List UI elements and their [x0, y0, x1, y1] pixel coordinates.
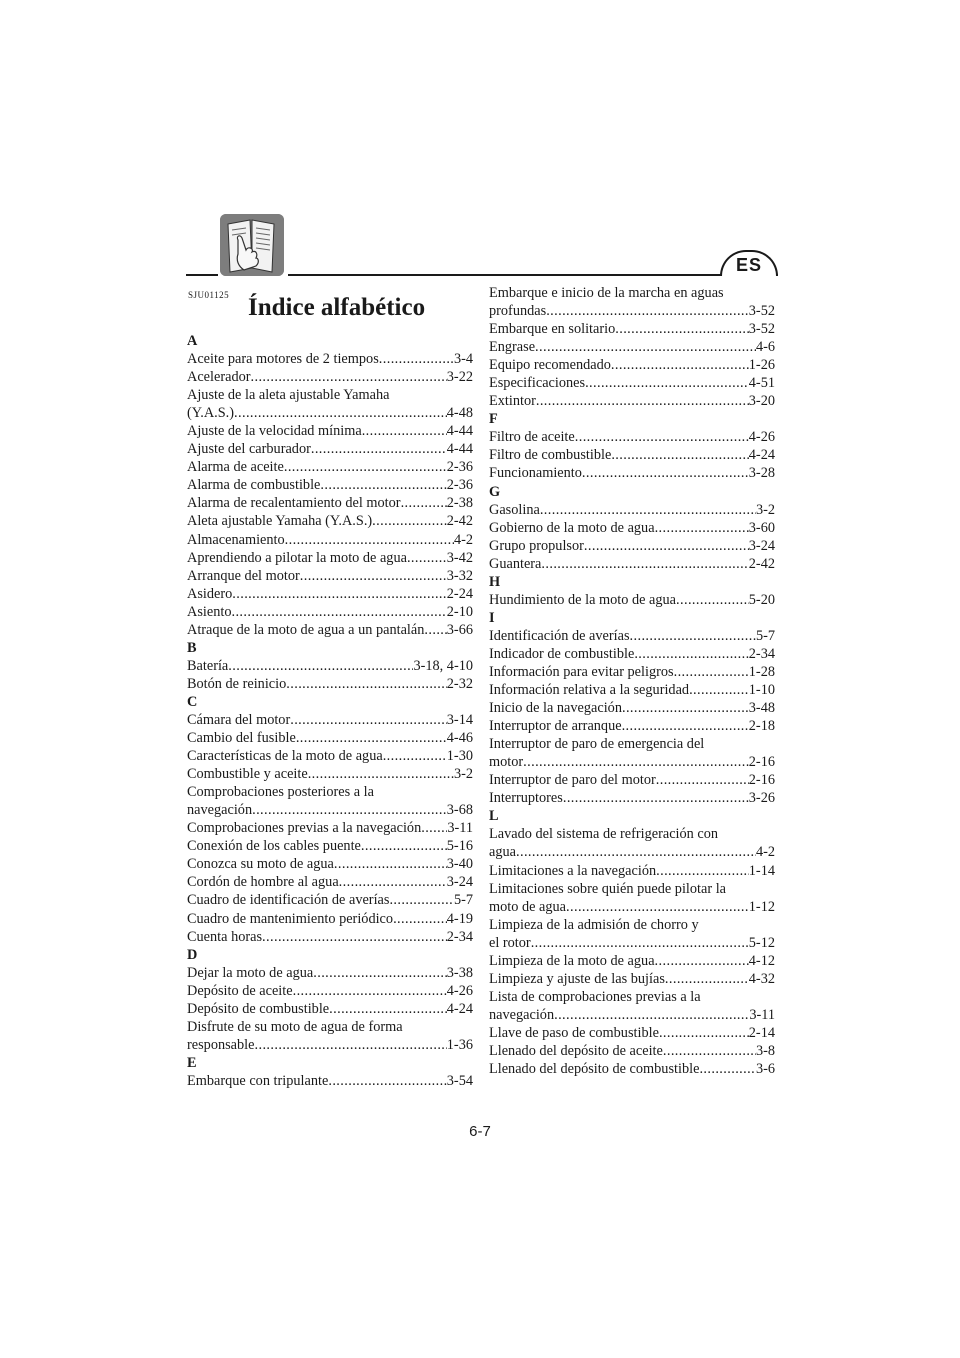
- index-entry-term: Guantera: [489, 555, 542, 572]
- index-entry: [187, 765, 473, 783]
- index-entry-page[interactable]: 3-22: [446, 369, 473, 386]
- index-entry-term: Aprendiendo a pilotar la moto de agua: [187, 549, 407, 566]
- dot-leader: [546, 302, 749, 320]
- dot-leader: [674, 663, 749, 681]
- index-entry-term: Almacenamiento: [187, 531, 285, 548]
- index-entry-term: Limpieza de la moto de agua: [489, 952, 655, 969]
- index-entry-term: Cámara del motor: [187, 711, 291, 728]
- index-entry-page[interactable]: 4-26: [748, 429, 775, 446]
- dot-leader: [659, 1024, 749, 1042]
- dot-leader: [407, 549, 447, 567]
- index-entry-term: Asiento: [187, 603, 232, 620]
- index-entry-term: Interruptor de paro del motor: [489, 772, 656, 789]
- index-entry-page[interactable]: 4-24: [446, 1000, 473, 1017]
- dot-leader: [285, 531, 454, 549]
- index-entry-page[interactable]: 5-7: [755, 627, 775, 644]
- index-entry-page[interactable]: 1-36: [446, 1036, 473, 1053]
- dot-leader: [575, 428, 749, 446]
- index-entry: [489, 753, 775, 771]
- dot-leader: [361, 837, 447, 855]
- dot-leader: [699, 1060, 756, 1078]
- index-entry: [489, 645, 775, 663]
- index-entry: [187, 422, 473, 440]
- dot-leader: [339, 873, 447, 891]
- index-entry-page[interactable]: 1-26: [748, 357, 775, 374]
- index-entry-term: motor: [489, 754, 524, 771]
- index-entry-page[interactable]: 3-52: [748, 321, 775, 338]
- index-entry-page[interactable]: 3-52: [748, 303, 775, 320]
- index-entry-term: Interruptor de arranque: [489, 718, 622, 735]
- index-entry-page[interactable]: 3-11: [749, 1006, 775, 1023]
- dot-leader: [231, 603, 446, 621]
- index-entry-continued: Embarque e inicio de la marcha en aguas: [489, 285, 724, 301]
- index-entry-page[interactable]: 2-36: [446, 477, 473, 494]
- section-code: SJU01125: [188, 290, 230, 300]
- index-entry-term: responsable: [187, 1036, 255, 1053]
- index-entry-page[interactable]: 2-24: [446, 585, 473, 602]
- dot-leader: [615, 320, 749, 338]
- index-entry-page[interactable]: 3-48: [748, 700, 775, 717]
- dot-leader: [329, 1000, 447, 1018]
- index-entry-term: Engrase: [489, 339, 536, 356]
- index-entry-continued: Lista de comprobaciones previas a la: [489, 988, 701, 1005]
- index-entry-page[interactable]: 5-16: [446, 838, 473, 855]
- dot-leader: [286, 675, 447, 693]
- index-entry: [489, 862, 775, 880]
- index-entry-term: Hundimiento de la moto de agua: [489, 591, 677, 608]
- index-entry: [489, 356, 775, 374]
- index-entry-page[interactable]: 3-4: [453, 351, 473, 368]
- index-entry: [489, 952, 775, 970]
- index-entry-page[interactable]: 4-51: [748, 375, 775, 392]
- manual-hand-icon: [220, 214, 284, 276]
- index-entry-page[interactable]: 4-44: [446, 423, 473, 440]
- dot-leader: [676, 591, 749, 609]
- index-entry-page[interactable]: 3-2: [755, 501, 775, 518]
- index-entry-page[interactable]: 4-6: [755, 339, 775, 356]
- index-entry-continued: Interruptor de paro de emergencia del: [489, 736, 705, 753]
- index-entry-page[interactable]: 3-60: [748, 519, 775, 536]
- index-entry-page[interactable]: 3-6: [755, 1061, 775, 1078]
- index-entry-term: el rotor: [489, 934, 531, 951]
- index-entry: [187, 567, 473, 585]
- index-entry-page[interactable]: 3-66: [446, 621, 473, 638]
- index-entry-term: Combustible y aceite: [187, 766, 308, 783]
- index-entry-term: Llenado del depósito de aceite: [489, 1042, 663, 1059]
- index-entry: [187, 801, 473, 819]
- index-entry-term: Gasolina: [489, 501, 540, 518]
- index-entry-page[interactable]: 4-24: [748, 447, 775, 464]
- index-entry-term: Depósito de combustible: [187, 1000, 330, 1017]
- index-entry-page[interactable]: 2-34: [748, 645, 775, 662]
- page-title: Índice alfabético: [248, 294, 426, 321]
- dot-leader: [293, 982, 447, 1000]
- dot-leader: [252, 801, 447, 819]
- index-entry: [187, 657, 473, 675]
- index-entry: [489, 681, 775, 699]
- dot-leader: [362, 422, 447, 440]
- index-entry-term: Grupo propulsor: [489, 537, 584, 554]
- index-entry-page[interactable]: 4-46: [446, 730, 473, 747]
- dot-leader: [334, 855, 447, 873]
- index-entry: [187, 368, 473, 386]
- index-entry-term: Filtro de combustible: [489, 447, 612, 464]
- dot-leader: [655, 519, 749, 537]
- dot-leader: [656, 771, 749, 789]
- index-entry-page[interactable]: 3-18, 4-10: [413, 657, 473, 674]
- index-entry-term: navegación: [489, 1006, 555, 1023]
- index-entry: [489, 898, 775, 916]
- index-letter-heading: H: [489, 573, 501, 590]
- dot-leader: [383, 747, 447, 765]
- dot-leader: [308, 765, 454, 783]
- index-entry-term: Gobierno de la moto de agua: [489, 519, 655, 536]
- index-entry-term: Inicio de la navegación: [489, 700, 622, 717]
- index-entry-term: Alarma de recalentamiento del motor: [187, 495, 401, 512]
- index-entry-page[interactable]: 2-10: [446, 603, 473, 620]
- index-entry: [187, 350, 473, 368]
- index-entry-term: Botón de reinicio: [187, 675, 287, 692]
- index-entry-term: Interruptores: [489, 790, 563, 807]
- index-entry: [187, 585, 473, 603]
- dot-leader: [393, 910, 447, 928]
- dot-leader: [622, 699, 749, 717]
- index-entry-page[interactable]: 2-36: [446, 459, 473, 476]
- index-entry-term: Ajuste de la velocidad mínima: [187, 423, 362, 440]
- index-entry-term: Indicador de combustible: [489, 645, 635, 662]
- index-entry-term: Cordón de hombre al agua: [187, 874, 339, 891]
- index-entry-page[interactable]: 1-12: [748, 898, 775, 915]
- index-entry-page[interactable]: 3-26: [748, 790, 775, 807]
- index-entry-page[interactable]: 3-8: [755, 1042, 775, 1059]
- index-entry: [187, 440, 473, 458]
- index-entry-page[interactable]: 5-7: [453, 892, 473, 909]
- index-entry-page[interactable]: 3-38: [446, 964, 473, 981]
- index-entry-page[interactable]: 3-42: [446, 549, 473, 566]
- index-entry: [187, 603, 473, 621]
- index-entry: [187, 964, 473, 982]
- index-entry: [489, 501, 775, 519]
- index-entry: [187, 531, 473, 549]
- index-entry-term: Extintor: [489, 393, 536, 410]
- dot-leader: [656, 862, 749, 880]
- index-entry-term: Cuenta horas: [187, 928, 263, 945]
- index-entry-page[interactable]: 2-38: [446, 495, 473, 512]
- dot-leader: [372, 512, 447, 530]
- index-entry-term: (Y.A.S.): [187, 405, 235, 422]
- index-entry-term: Arranque del motor: [187, 567, 300, 584]
- index-entry-term: Llave de paso de combustible: [489, 1024, 659, 1041]
- dot-leader: [663, 1042, 756, 1060]
- index-entry-page[interactable]: 4-2: [453, 531, 473, 548]
- index-entry: [489, 446, 775, 464]
- dot-leader: [611, 356, 749, 374]
- index-entry-term: moto de agua: [489, 898, 567, 915]
- index-entry: [187, 675, 473, 693]
- index-entry-term: Llenado del depósito de combustible: [489, 1061, 700, 1078]
- dot-leader: [634, 645, 748, 663]
- index-entry-page[interactable]: 2-16: [748, 772, 775, 789]
- index-entry: [187, 910, 473, 928]
- dot-leader: [566, 898, 749, 916]
- index-entry: [187, 512, 473, 530]
- index-entry-term: Embarque en solitario: [489, 321, 616, 338]
- index-entry-term: Ajuste del carburador: [187, 441, 311, 458]
- index-entry-page[interactable]: 3-40: [446, 856, 473, 873]
- header-rule-left: [186, 274, 218, 276]
- index-entry-page[interactable]: 4-32: [748, 970, 775, 987]
- index-entry-page[interactable]: 3-2: [453, 766, 473, 783]
- index-entry: [489, 537, 775, 555]
- index-entry-term: navegación: [187, 802, 253, 819]
- dot-leader: [262, 928, 447, 946]
- index-entry: [187, 1000, 473, 1018]
- index-entry-page[interactable]: 2-18: [748, 718, 775, 735]
- index-entry-term: Batería: [187, 657, 229, 674]
- dot-leader: [689, 681, 749, 699]
- index-entry-page[interactable]: 2-42: [446, 513, 473, 530]
- index-entry: [187, 404, 473, 422]
- dot-leader: [554, 1006, 749, 1024]
- index-entry-term: Depósito de aceite: [187, 982, 293, 999]
- index-entry-term: Asidero: [187, 585, 233, 602]
- index-entry: [187, 476, 473, 494]
- index-entry: [187, 1072, 473, 1090]
- dot-leader: [630, 627, 756, 645]
- index-letter-heading: C: [187, 693, 198, 710]
- index-entry-page[interactable]: 3-68: [446, 802, 473, 819]
- language-badge: ES: [720, 250, 778, 276]
- index-entry-page[interactable]: 1-10: [748, 682, 775, 699]
- dot-leader: [424, 621, 446, 639]
- index-entry-page[interactable]: 2-14: [748, 1024, 775, 1041]
- dot-leader: [516, 843, 756, 861]
- index-entry: [187, 837, 473, 855]
- index-entry-page[interactable]: 4-12: [748, 952, 775, 969]
- index-entry-term: Cambio del fusible: [187, 730, 296, 747]
- index-entry-page[interactable]: 4-19: [446, 910, 473, 927]
- dot-leader: [328, 1072, 446, 1090]
- index-entry-term: Cuadro de mantenimiento periódico: [187, 910, 394, 927]
- dot-leader: [251, 368, 447, 386]
- index-entry: [187, 891, 473, 909]
- dot-leader: [611, 446, 748, 464]
- index-entry-continued: Comprobaciones posteriores a la: [187, 784, 374, 801]
- dot-leader: [296, 729, 447, 747]
- index-entry-page[interactable]: 4-2: [755, 844, 775, 861]
- index-entry-term: Especificaciones: [489, 375, 586, 392]
- index-entry-page[interactable]: 3-24: [446, 874, 473, 891]
- index-entry-page[interactable]: 2-16: [748, 754, 775, 771]
- index-entry-term: Limpieza y ajuste de las bujías: [489, 970, 665, 987]
- page-number: 6-7: [469, 1123, 491, 1140]
- dot-leader: [255, 1036, 447, 1054]
- index-entry: [489, 320, 775, 338]
- index-entry: [489, 934, 775, 952]
- index-entry: [187, 873, 473, 891]
- index-entry: [187, 819, 473, 837]
- index-entry-page[interactable]: 2-42: [748, 555, 775, 572]
- dot-leader: [421, 819, 447, 837]
- index-entry-term: Identificación de averías: [489, 627, 630, 644]
- dot-leader: [540, 501, 756, 519]
- dot-leader: [320, 476, 446, 494]
- dot-leader: [665, 970, 749, 988]
- dot-leader: [379, 350, 454, 368]
- index-entry: [489, 789, 775, 807]
- index-entry-page[interactable]: 3-11: [447, 820, 473, 837]
- index-entry-page[interactable]: 4-48: [446, 405, 473, 422]
- index-entry-term: Atraque de la moto de agua a un pantalán: [187, 621, 425, 638]
- index-entry-term: Dejar la moto de agua: [187, 964, 314, 981]
- dot-leader: [655, 952, 749, 970]
- index-letter-heading: G: [489, 483, 501, 500]
- index-entry: [489, 717, 775, 735]
- index-entry: [187, 982, 473, 1000]
- dot-leader: [582, 464, 749, 482]
- index-entry: [489, 338, 775, 356]
- index-entry: [187, 729, 473, 747]
- index-entry: [187, 1036, 473, 1054]
- index-entry: [489, 771, 775, 789]
- dot-leader: [584, 537, 749, 555]
- dot-leader: [531, 934, 749, 952]
- index-entry: [489, 555, 775, 573]
- dot-leader: [228, 657, 413, 675]
- index-entry-term: Alarma de aceite: [187, 459, 284, 476]
- index-entry: [187, 855, 473, 873]
- dot-leader: [585, 374, 749, 392]
- dot-leader: [311, 440, 447, 458]
- dot-leader: [401, 494, 447, 512]
- index-entry: [489, 302, 775, 320]
- index-entry-term: Cuadro de identificación de averías: [187, 892, 390, 909]
- dot-leader: [234, 404, 447, 422]
- index-entry: [187, 458, 473, 476]
- index-entry: [187, 928, 473, 946]
- index-entry-page[interactable]: 2-34: [446, 928, 473, 945]
- index-entry: [489, 519, 775, 537]
- index-entry-term: Funcionamiento: [489, 465, 582, 482]
- index-entry-term: Conexión de los cables puente: [187, 838, 361, 855]
- index-entry-term: Equipo recomendado: [489, 357, 611, 374]
- index-entry: [489, 663, 775, 681]
- dot-leader: [536, 392, 749, 410]
- index-entry-page[interactable]: 1-28: [748, 663, 775, 680]
- index-letter-heading: F: [489, 411, 498, 428]
- index-entry: [489, 392, 775, 410]
- index-entry: [489, 627, 775, 645]
- index-entry-continued: Disfrute de su moto de agua de forma: [187, 1018, 403, 1035]
- index-entry-term: Aleta ajustable Yamaha (Y.A.S.): [187, 513, 373, 530]
- index-entry-term: Información relativa a la seguridad: [489, 682, 690, 699]
- index-letter-heading: E: [187, 1054, 197, 1071]
- dot-leader: [284, 458, 447, 476]
- dot-leader: [523, 753, 749, 771]
- index-entry-page[interactable]: 3-54: [446, 1072, 473, 1089]
- index-entry-continued: Lavado del sistema de refrigeración con: [489, 826, 719, 843]
- index-entry-page[interactable]: 1-30: [446, 748, 473, 765]
- index-entry-term: Acelerador: [187, 369, 251, 386]
- index-entry-page[interactable]: 4-26: [446, 982, 473, 999]
- index-letter-heading: I: [489, 609, 495, 626]
- index-entry: [489, 464, 775, 482]
- index-entry: [489, 374, 775, 392]
- index-entry: [489, 1060, 775, 1078]
- index-entry: [489, 970, 775, 988]
- index-entry-term: Filtro de aceite: [489, 429, 575, 446]
- index-entry: [187, 747, 473, 765]
- index-entry: [489, 428, 775, 446]
- index-entry-continued: Limpieza de la admisión de chorro y: [489, 916, 699, 933]
- index-entry-page[interactable]: 5-12: [748, 934, 775, 951]
- index-entry-term: agua: [489, 844, 516, 861]
- dot-leader: [622, 717, 749, 735]
- dot-leader: [535, 338, 756, 356]
- index-entry-page[interactable]: 4-44: [446, 441, 473, 458]
- index-entry: [187, 494, 473, 512]
- index-entry-page[interactable]: 3-20: [748, 393, 775, 410]
- dot-leader: [313, 964, 447, 982]
- index-letter-heading: B: [187, 639, 197, 656]
- index-letter-heading: D: [187, 946, 198, 963]
- index-entry: [489, 699, 775, 717]
- index-entry-page[interactable]: 1-14: [748, 862, 775, 879]
- index-letter-heading: A: [187, 333, 198, 349]
- index-entry-page[interactable]: 5-20: [748, 591, 775, 608]
- index-entry-page[interactable]: 3-24: [748, 537, 775, 554]
- index-entry: [489, 1006, 775, 1024]
- header-rule-right: [288, 274, 778, 276]
- index-entry: [489, 843, 775, 861]
- index-entry-term: Aceite para motores de 2 tiempos: [187, 351, 379, 368]
- index-entry: [489, 591, 775, 609]
- dot-leader: [290, 711, 447, 729]
- dot-leader: [300, 567, 447, 585]
- index-entry-term: Información para evitar peligros: [489, 663, 674, 680]
- index-entry: [187, 549, 473, 567]
- index-entry-term: Conozca su moto de agua: [187, 856, 334, 873]
- index-entry-term: Características de la moto de agua: [187, 748, 383, 765]
- index-entry: [489, 1024, 775, 1042]
- index-letter-heading: L: [489, 808, 499, 825]
- index-entry-continued: Limitaciones sobre quién puede pilotar la: [489, 880, 727, 897]
- index-entry-page[interactable]: 3-32: [446, 567, 473, 584]
- index-entry-term: Alarma de combustible: [187, 477, 321, 494]
- index-entry: [187, 621, 473, 639]
- index-entry-term: profundas: [489, 303, 547, 320]
- dot-leader: [563, 789, 749, 807]
- index-column-right: [489, 284, 775, 1078]
- index-entry-page[interactable]: 3-14: [446, 711, 473, 728]
- index-entry: [187, 711, 473, 729]
- dot-leader: [541, 555, 748, 573]
- dot-leader: [232, 585, 447, 603]
- index-entry-term: Limitaciones a la navegación: [489, 862, 657, 879]
- index-entry-continued: Ajuste de la aleta ajustable Yamaha: [187, 387, 390, 404]
- index-column-left: [187, 332, 473, 1090]
- index-entry-term: Embarque con tripulante: [187, 1072, 329, 1089]
- dot-leader: [389, 891, 453, 909]
- index-entry: [489, 1042, 775, 1060]
- index-entry-page[interactable]: 2-32: [446, 675, 473, 692]
- index-entry-page[interactable]: 3-28: [748, 465, 775, 482]
- index-entry-term: Comprobaciones previas a la navegación: [187, 820, 422, 837]
